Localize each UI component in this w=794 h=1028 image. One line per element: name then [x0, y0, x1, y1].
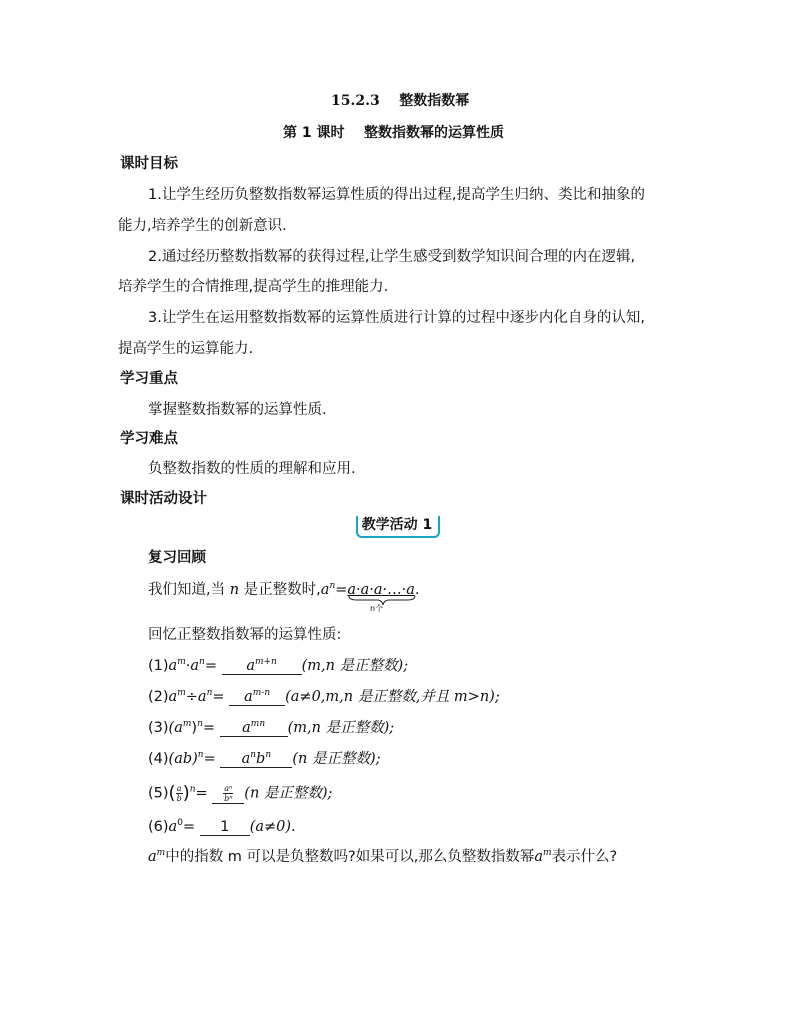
- p5-sup-n: n: [189, 784, 196, 795]
- p4-condition: (n 是正整数);: [292, 751, 381, 767]
- objective-1-line-1: 1.让学生经历负整数指数幂运算性质的得出过程,提高学生归纳、类比和抽象的: [148, 187, 645, 203]
- p1-ans-sup: m+n: [254, 657, 277, 667]
- question-a2: a: [534, 849, 544, 865]
- p5-condition: (n 是正整数);: [244, 785, 333, 802]
- p4-sup-n: n: [197, 750, 204, 760]
- intro-n: n: [229, 582, 240, 598]
- p3-close: ): [191, 720, 198, 736]
- p1-answer: [222, 659, 302, 675]
- objective-3-line-2: 提高学生的运算能力.: [118, 341, 254, 357]
- lesson-topic: 整数指数幂的运算性质: [364, 125, 504, 141]
- p2-ans-base: a: [244, 689, 253, 705]
- p6-condition: (a≠0).: [249, 819, 296, 835]
- difficulty-text: 负整数指数的性质的理解和应用.: [148, 461, 356, 477]
- p3-sup-m: m: [182, 719, 192, 729]
- property-1: [148, 657, 408, 675]
- p4-ans-sup-1: n: [250, 750, 257, 760]
- p5-answer: [212, 784, 244, 804]
- p5-label: (5): [148, 785, 169, 802]
- p2-sup-m: m: [177, 688, 186, 698]
- p1-eq: =: [204, 658, 217, 674]
- p3-sup-n: n: [197, 719, 203, 729]
- p6-label: (6): [148, 819, 169, 835]
- p1-dot: ·: [185, 658, 191, 674]
- p4-expr: (ab): [168, 751, 198, 767]
- p4-eq: =: [203, 751, 216, 767]
- p1-ans-base: a: [246, 658, 255, 674]
- p3-ans-sup: mn: [250, 719, 266, 729]
- p3-expr: (a: [168, 720, 183, 736]
- p1-label: (1): [148, 658, 169, 674]
- lesson-number: 第 1 课时: [283, 125, 345, 141]
- p5-frac-num: a: [176, 784, 182, 793]
- p6-sup-0: 0: [177, 818, 183, 828]
- p1-condition: (m,n 是正整数);: [301, 658, 409, 674]
- p5-frac-den: b: [176, 794, 182, 803]
- p5-ans-den: bⁿ: [224, 794, 233, 803]
- intro-equals: =: [335, 582, 348, 598]
- p2-label: (2): [148, 689, 169, 705]
- n-count-label: n个: [370, 604, 384, 613]
- question-a: a: [148, 849, 157, 865]
- p5-ans-fraction: [223, 784, 233, 803]
- p2-b: a: [197, 689, 207, 705]
- question-end: 表示什么?: [551, 849, 618, 865]
- p3-answer: [220, 721, 288, 737]
- p2-answer: [229, 690, 285, 706]
- lesson-title: [283, 124, 504, 142]
- property-3: [148, 719, 394, 737]
- p3-condition: (m,n 是正整数);: [287, 720, 395, 736]
- p2-sup-n: n: [206, 688, 213, 698]
- design-heading: 课时活动设计: [120, 491, 207, 507]
- section-title: [331, 92, 469, 110]
- p5-close-paren: ): [182, 782, 190, 804]
- intro-mid: 是正整数时,: [243, 582, 321, 598]
- p2-condition: (a≠0,m,n 是正整数,并且 m>n);: [285, 689, 500, 705]
- p2-ans-sup: m-n: [252, 688, 271, 698]
- difficulty-heading: 学习难点: [120, 431, 178, 447]
- section-name: 整数指数幂: [399, 93, 470, 109]
- section-number: 15.2.3: [331, 93, 380, 109]
- property-4: [148, 750, 381, 768]
- review-heading: 复习回顾: [148, 550, 206, 566]
- p1-sup-n: n: [199, 657, 205, 667]
- property-6: [148, 818, 296, 836]
- p4-label: (4): [148, 751, 169, 767]
- objective-1-line-2: 能力,培养学生的创新意识.: [118, 218, 287, 234]
- intro-period: .: [414, 582, 420, 598]
- p5-open-paren: (: [168, 782, 176, 804]
- question-sup: m: [156, 848, 166, 858]
- recall-text: 回忆正整数指数幂的运算性质:: [148, 627, 342, 643]
- p3-ans-base: a: [242, 720, 251, 736]
- p1-b: a: [190, 658, 200, 674]
- intro-prefix: 我们知道,当: [148, 582, 226, 598]
- p4-answer: [220, 752, 292, 768]
- p6-a: a: [168, 819, 178, 835]
- question-sup2: m: [543, 848, 552, 858]
- p2-eq: =: [212, 689, 225, 705]
- property-2: [148, 688, 500, 706]
- p6-eq: =: [182, 819, 196, 835]
- p5-fraction: [176, 784, 183, 803]
- p4-ans-sup-2: n: [265, 750, 272, 760]
- p4-ans-a: a: [241, 751, 251, 767]
- p5-ans-num: aⁿ: [224, 784, 233, 793]
- p5-eq: =: [195, 785, 208, 802]
- p3-eq: =: [202, 720, 216, 736]
- focus-heading: 学习重点: [120, 371, 178, 387]
- objective-2-line-2: 培养学生的合情推理,提高学生的推理能力.: [118, 279, 389, 295]
- objectives-heading: 课时目标: [120, 156, 178, 172]
- question-text: 中的指数 m 可以是负整数吗?如果可以,那么负整数指数幂: [165, 849, 535, 865]
- property-5: [148, 784, 332, 804]
- objective-2-line-1: 2.通过经历整数指数幂的获得过程,让学生感受到数学知识间合理的内在逻辑,: [148, 249, 636, 265]
- focus-text: 掌握整数指数幂的运算性质.: [148, 402, 327, 418]
- activity-badge-label: 教学活动 1: [361, 517, 433, 533]
- p3-label: (3): [148, 720, 169, 736]
- intro-product: a·a·a·…·a: [347, 582, 415, 598]
- intro-n-sup: n: [329, 581, 336, 591]
- p4-ans-b: b: [256, 751, 266, 767]
- objective-3-line-1: 3.让学生在运用整数指数幂的运算性质进行计算的过程中逐步内化自身的认知,: [148, 310, 645, 326]
- p2-a: a: [168, 689, 178, 705]
- p6-answer: 1: [200, 820, 250, 836]
- intro-a: a: [320, 582, 330, 598]
- p1-sup-m: m: [177, 657, 186, 667]
- p1-a: a: [168, 658, 178, 674]
- review-question: [148, 848, 617, 866]
- p2-div: ÷: [185, 689, 198, 705]
